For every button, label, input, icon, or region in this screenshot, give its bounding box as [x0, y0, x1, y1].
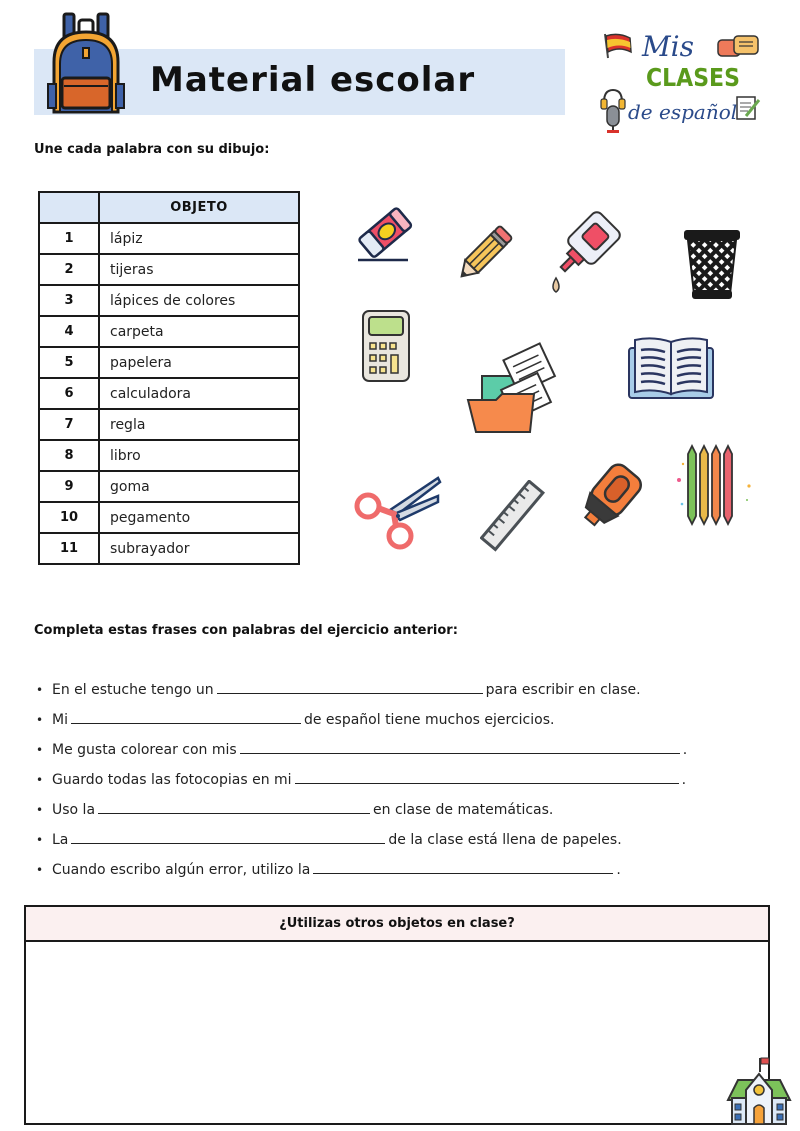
sentence-item — [34, 798, 754, 828]
school-building-icon — [724, 1056, 794, 1126]
sentence-before: Cuando escribo algún error, utilizo la — [52, 862, 311, 878]
scissors-icon — [354, 470, 444, 554]
sentence-after: de español tiene muchos ejercicios. — [303, 712, 555, 728]
sentence-before: Uso la — [52, 802, 96, 818]
answer-blank[interactable] — [295, 769, 679, 784]
logo-text-espanol: de español — [628, 100, 738, 124]
header-object: OBJETO — [99, 192, 299, 223]
sentence-before: En el estuche tengo un — [52, 682, 214, 698]
book-icon — [627, 334, 715, 400]
row-number: 6 — [39, 378, 99, 409]
sentence-before: Guardo todas las fotocopias en mi — [52, 772, 292, 788]
calculator-icon — [361, 309, 411, 383]
header-number — [39, 192, 99, 223]
sentence-before: Mi — [52, 712, 68, 728]
row-number: 5 — [39, 347, 99, 378]
row-number: 3 — [39, 285, 99, 316]
sentence-after: . — [682, 742, 688, 758]
row-number: 8 — [39, 440, 99, 471]
table-row — [39, 471, 299, 502]
sentence-before: Me gusta colorear con mis — [52, 742, 237, 758]
highlighter-icon — [576, 462, 652, 536]
open-answer-box — [24, 905, 770, 1125]
sentence-item — [34, 828, 754, 858]
logo-text-clases: CLASES — [646, 64, 740, 93]
sentence-list — [34, 678, 754, 888]
row-word: subrayador — [99, 533, 299, 564]
sentence-item — [34, 858, 754, 888]
table-row — [39, 223, 299, 254]
page-title: Material escolar — [150, 60, 476, 100]
sentence-before: La — [52, 832, 69, 848]
answer-blank[interactable] — [240, 739, 680, 754]
backpack-icon — [46, 12, 126, 116]
wastebasket-icon — [682, 228, 742, 302]
answer-blank[interactable] — [313, 859, 613, 874]
pencil-icon — [452, 222, 518, 284]
microphone-icon — [600, 86, 626, 134]
colored-pencils-icon — [674, 444, 754, 528]
row-number: 7 — [39, 409, 99, 440]
eraser-icon — [354, 202, 418, 264]
sentence-after: para escribir en clase. — [485, 682, 641, 698]
row-word: carpeta — [99, 316, 299, 347]
sentence-after: en clase de matemáticas. — [373, 802, 554, 818]
open-question: ¿Utilizas otros objetos en clase? — [26, 907, 768, 942]
table-row — [39, 440, 299, 471]
sentence-item — [34, 738, 754, 768]
folder-icon — [466, 340, 562, 436]
sentence-item — [34, 708, 754, 738]
row-word: tijeras — [99, 254, 299, 285]
glue-icon — [548, 204, 628, 296]
table-row — [39, 533, 299, 564]
table-row — [39, 347, 299, 378]
row-number: 10 — [39, 502, 99, 533]
row-word: papelera — [99, 347, 299, 378]
table-row — [39, 285, 299, 316]
exercise2-instruction: Completa estas frases con palabras del ejercicio anterior: — [34, 623, 458, 638]
sentence-after: de la clase está llena de papeles. — [388, 832, 622, 848]
row-word: lápices de colores — [99, 285, 299, 316]
row-word: goma — [99, 471, 299, 502]
spain-flag-icon — [602, 32, 634, 60]
answer-blank[interactable] — [71, 829, 385, 844]
row-number: 1 — [39, 223, 99, 254]
table-row — [39, 502, 299, 533]
sentence-item — [34, 678, 754, 708]
table-row — [39, 409, 299, 440]
answer-blank[interactable] — [71, 709, 301, 724]
row-number: 11 — [39, 533, 99, 564]
open-answer-area[interactable] — [26, 942, 768, 1122]
sentence-item — [34, 768, 754, 798]
row-number: 9 — [39, 471, 99, 502]
sentence-after: . — [681, 772, 687, 788]
table-row — [39, 378, 299, 409]
logo-text-mis: Mis — [642, 30, 694, 63]
row-word: calculadora — [99, 378, 299, 409]
row-number: 4 — [39, 316, 99, 347]
row-word: regla — [99, 409, 299, 440]
speech-bubbles-icon — [716, 34, 762, 64]
answer-blank[interactable] — [217, 679, 483, 694]
ruler-icon — [480, 480, 546, 552]
notepad-pencil-icon — [734, 94, 762, 122]
row-number: 2 — [39, 254, 99, 285]
table-header-row — [39, 192, 299, 223]
sentence-after: . — [616, 862, 621, 878]
objects-table — [38, 191, 300, 565]
answer-blank[interactable] — [98, 799, 370, 814]
table-row — [39, 254, 299, 285]
row-word: lápiz — [99, 223, 299, 254]
table-row — [39, 316, 299, 347]
exercise1-instruction: Une cada palabra con su dibujo: — [34, 142, 270, 157]
row-word: pegamento — [99, 502, 299, 533]
row-word: libro — [99, 440, 299, 471]
